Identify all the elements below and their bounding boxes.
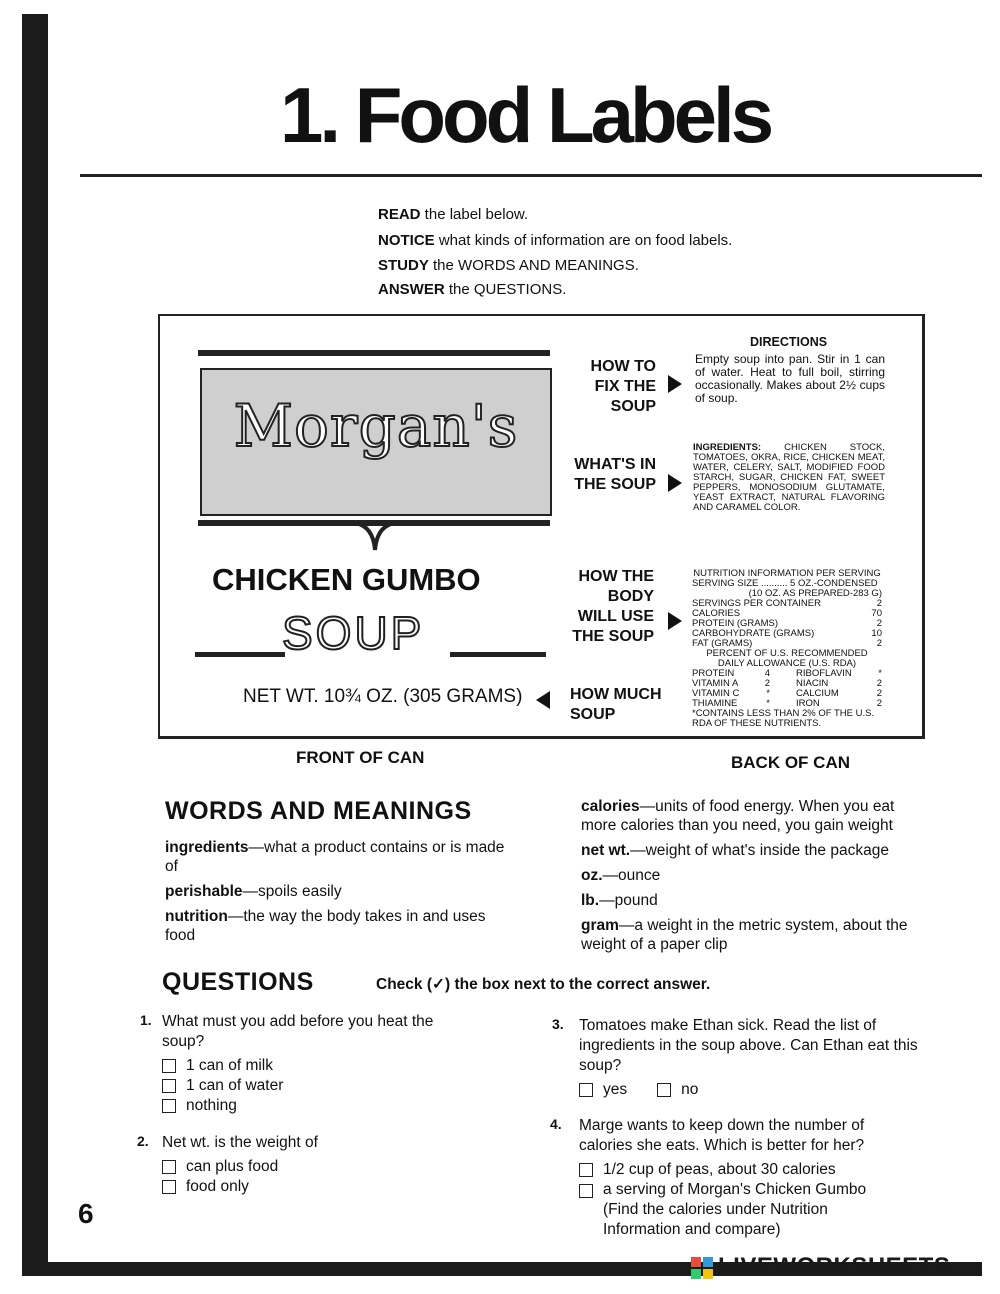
label-how-much: HOW MUCH SOUP — [570, 686, 662, 723]
net-weight: NET WT. 10¾ OZ. (305 GRAMS) — [243, 686, 523, 707]
nutrition-row: PROTEIN (GRAMS) 2 — [692, 618, 882, 629]
nutrition-row: CARBOHYDRATE (GRAMS) 10 — [692, 628, 882, 639]
answer-option[interactable]: 1 can of milk — [162, 1056, 480, 1076]
rda-row: VITAMIN A 2 NIACIN 2 — [692, 678, 882, 689]
answer-option[interactable]: 1/2 cup of peas, about 30 calories — [579, 1160, 899, 1180]
definition-ingredients: ingredients—what a product contains or is made of — [165, 839, 505, 875]
arrow-right-icon — [668, 612, 682, 630]
product-name: CHICKEN GUMBO — [212, 562, 481, 597]
rda-row: PROTEIN 4 RIBOFLAVIN * — [692, 668, 882, 679]
directions-text: Empty soup into pan. Stir in 1 can of water. Heat to full boil, stirring occasionally. Makes about 2½ cups of soup. — [695, 352, 885, 405]
words-heading: WORDS AND MEANINGS — [165, 797, 472, 825]
brace-icon — [355, 520, 395, 552]
definition-lb: lb.—pound — [581, 892, 658, 909]
back-caption: BACK OF CAN — [731, 753, 850, 772]
checkbox[interactable] — [162, 1180, 176, 1194]
liveworksheets-watermark: LIVEWORKSHEETS — [690, 1253, 950, 1281]
rda-row: THIAMINE * IRON 2 — [692, 698, 882, 709]
page-left-edge — [22, 14, 48, 1276]
checkbox[interactable] — [162, 1079, 176, 1093]
answer-option[interactable]: nothing — [162, 1096, 480, 1116]
serving-prepared: (10 OZ. AS PREPARED-283 G) — [748, 588, 882, 599]
brand-logo-panel — [200, 368, 552, 516]
words-left-list — [165, 838, 505, 945]
question-2: 2. Net wt. is the weight of can plus food food only — [137, 1133, 477, 1197]
nutrition-panel — [692, 569, 882, 729]
arrow-left-icon — [536, 691, 550, 709]
soup-word: SOUP — [282, 607, 425, 659]
front-caption: FRONT OF CAN — [296, 748, 425, 767]
soup-left-bar — [195, 652, 285, 657]
rda-footnote: *CONTAINS LESS THAN 2% OF THE U.S. RDA OF THESE NUTRIENTS. — [692, 708, 875, 729]
title-rule — [80, 174, 982, 177]
instruction-notice: NOTICE what kinds of information are on food labels. — [378, 232, 733, 249]
checkbox[interactable] — [579, 1083, 593, 1097]
brand-logo: Morgan's — [233, 392, 519, 460]
question-1: 1. What must you add before you heat the soup? 1 can of milk 1 can of water nothing — [140, 1012, 480, 1116]
definition-net-wt: net wt.—weight of what's inside the package — [581, 842, 889, 859]
instruction-read: READ the label below. — [378, 206, 529, 223]
label-stripe-top — [198, 350, 550, 356]
arrow-right-icon — [668, 375, 682, 393]
answer-option[interactable]: food only — [162, 1177, 477, 1197]
answer-option[interactable]: yes — [579, 1080, 627, 1100]
words-right-list — [581, 797, 931, 954]
soup-right-bar — [450, 652, 546, 657]
instruction-answer: ANSWER the QUESTIONS. — [378, 281, 567, 298]
liveworksheets-logo-icon — [690, 1256, 714, 1280]
checkbox[interactable] — [579, 1184, 593, 1198]
answer-option[interactable]: 1 can of water — [162, 1076, 480, 1096]
serving-size: SERVING SIZE .......... 5 OZ.-CONDENSED — [692, 578, 878, 589]
label-how-to-fix: HOW TO FIX THE SOUP — [590, 358, 656, 415]
label-body-use: HOW THE BODY WILL USE THE SOUP — [572, 568, 654, 645]
answer-option[interactable]: can plus food — [162, 1157, 477, 1177]
checkbox[interactable] — [162, 1099, 176, 1113]
answer-option[interactable]: no — [657, 1080, 698, 1100]
instruction-study: STUDY the WORDS AND MEANINGS. — [378, 257, 639, 274]
page-number: 6 — [78, 1198, 94, 1229]
question-3: 3. Tomatoes make Ethan sick. Read the list of ingredients in the soup above. Can Ethan eat this soup? yes no — [552, 1016, 918, 1098]
rda-row: VITAMIN C * CALCIUM 2 — [692, 688, 882, 699]
nutrition-row: SERVINGS PER CONTAINER 2 — [692, 598, 882, 609]
nutrition-heading: NUTRITION INFORMATION PER SERVING — [693, 568, 881, 579]
nutrition-row: FAT (GRAMS) 2 — [692, 638, 882, 649]
questions-heading: QUESTIONS — [162, 968, 314, 996]
label-whats-in: WHAT'S IN THE SOUP — [574, 456, 656, 493]
ingredients-text: INGREDIENTS: CHICKEN STOCK, TOMATOES, OKRA, RICE, CHICKEN MEAT, WATER, CELERY, SALT, MODIFIED FOOD STARCH, SUGAR, CHICKEN FAT, SWEET PEPPERS, MONOSODIUM GLUTAMATE, YEAST EXTRACT, NATURAL FLAVORING AND CARAMEL COLOR. — [693, 442, 886, 513]
definition-perishable: perishable—spoils easily — [165, 883, 342, 900]
definition-oz: oz.—ounce — [581, 867, 661, 884]
page-title: 1. Food Labels — [280, 71, 771, 159]
answer-option[interactable]: a serving of Morgan's Chicken Gumbo (Find the calories under Nutrition Information and compare) — [579, 1180, 899, 1240]
question-4: 4. Marge wants to keep down the number of calories she eats. Which is better for her? 1/2 cup of peas, about 30 calories a serving of Morgan's Chicken Gumbo (Find the calories under Nutrition Information and compare) — [550, 1116, 930, 1240]
directions-title: DIRECTIONS — [750, 335, 828, 349]
rda-heading: PERCENT OF U.S. RECOMMENDED DAILY ALLOWANCE (U.S. RDA) — [706, 648, 868, 669]
checkbox[interactable] — [162, 1160, 176, 1174]
checkbox[interactable] — [162, 1059, 176, 1073]
nutrition-row: CALORIES 70 — [692, 608, 882, 619]
definition-gram: gram—a weight in the metric system, about the weight of a paper clip — [581, 917, 908, 953]
checkbox[interactable] — [657, 1083, 671, 1097]
check-instruction: Check (✓) the box next to the correct answer. — [376, 976, 711, 993]
definition-calories: calories—units of food energy. When you eat more calories than you need, you gain weight — [581, 798, 895, 834]
arrow-right-icon — [668, 474, 682, 492]
definition-nutrition: nutrition—the way the body takes in and uses food — [165, 908, 486, 944]
checkbox[interactable] — [579, 1163, 593, 1177]
